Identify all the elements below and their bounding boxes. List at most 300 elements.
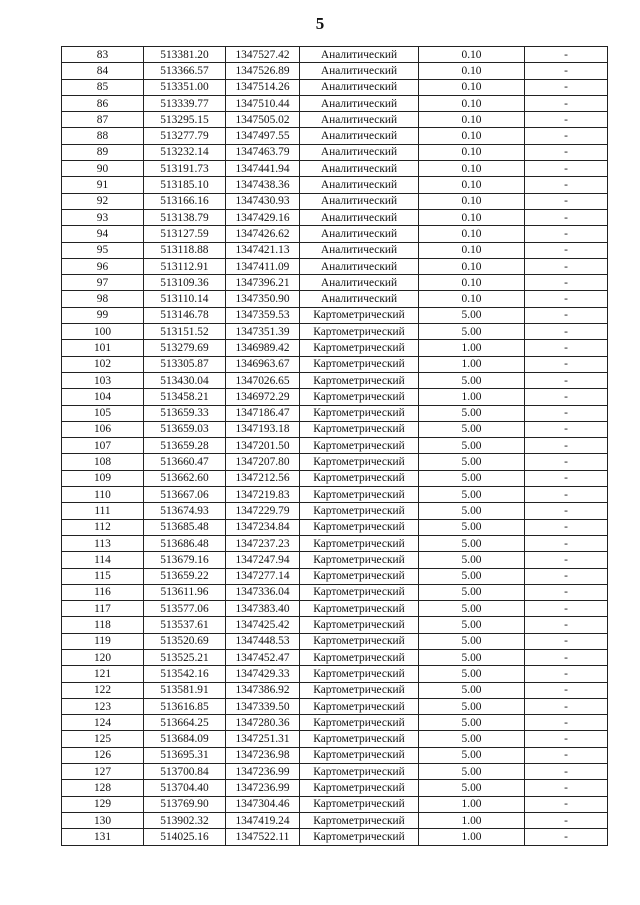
note-cell: - [525,552,608,568]
method-cell: Картометрический [300,780,419,796]
y-coordinate-cell: 1347277.14 [226,568,300,584]
point-number-cell: 88 [62,128,144,144]
method-cell: Картометрический [300,470,419,486]
method-cell: Картометрический [300,421,419,437]
point-number-cell: 84 [62,63,144,79]
y-coordinate-cell: 1347426.62 [226,226,300,242]
accuracy-cell: 5.00 [419,633,525,649]
note-cell: - [525,389,608,405]
accuracy-cell: 5.00 [419,503,525,519]
accuracy-cell: 0.10 [419,112,525,128]
note-cell: - [525,275,608,291]
point-number-cell: 131 [62,829,144,845]
note-cell: - [525,340,608,356]
method-cell: Картометрический [300,438,419,454]
y-coordinate-cell: 1347526.89 [226,63,300,79]
accuracy-cell: 0.10 [419,193,525,209]
table-row [62,209,608,225]
x-coordinate-cell: 513185.10 [144,177,226,193]
x-coordinate-cell: 513659.28 [144,438,226,454]
x-coordinate-cell: 513662.60 [144,470,226,486]
note-cell: - [525,454,608,470]
point-number-cell: 96 [62,258,144,274]
x-coordinate-cell: 513577.06 [144,601,226,617]
x-coordinate-cell: 513305.87 [144,356,226,372]
point-number-cell: 83 [62,47,144,63]
x-coordinate-cell: 513381.20 [144,47,226,63]
y-coordinate-cell: 1347497.55 [226,128,300,144]
x-coordinate-cell: 513611.96 [144,584,226,600]
x-coordinate-cell: 513520.69 [144,633,226,649]
table-row [62,503,608,519]
x-coordinate-cell: 513686.48 [144,535,226,551]
y-coordinate-cell: 1346989.42 [226,340,300,356]
y-coordinate-cell: 1347430.93 [226,193,300,209]
table-row [62,682,608,698]
accuracy-cell: 0.10 [419,95,525,111]
x-coordinate-cell: 513525.21 [144,649,226,665]
note-cell: - [525,796,608,812]
accuracy-cell: 5.00 [419,698,525,714]
accuracy-cell: 5.00 [419,552,525,568]
note-cell: - [525,128,608,144]
y-coordinate-cell: 1347236.99 [226,780,300,796]
method-cell: Аналитический [300,128,419,144]
table-row [62,112,608,128]
table-row [62,79,608,95]
y-coordinate-cell: 1347383.40 [226,601,300,617]
point-number-cell: 90 [62,161,144,177]
accuracy-cell: 0.10 [419,291,525,307]
x-coordinate-cell: 513146.78 [144,307,226,323]
point-number-cell: 115 [62,568,144,584]
method-cell: Аналитический [300,242,419,258]
y-coordinate-cell: 1347421.13 [226,242,300,258]
y-coordinate-cell: 1347411.09 [226,258,300,274]
table-row [62,780,608,796]
x-coordinate-cell: 513458.21 [144,389,226,405]
note-cell: - [525,666,608,682]
accuracy-cell: 5.00 [419,715,525,731]
table-row [62,829,608,845]
x-coordinate-cell: 513232.14 [144,144,226,160]
x-coordinate-cell: 513339.77 [144,95,226,111]
point-number-cell: 85 [62,79,144,95]
y-coordinate-cell: 1347527.42 [226,47,300,63]
x-coordinate-cell: 513660.47 [144,454,226,470]
note-cell: - [525,829,608,845]
y-coordinate-cell: 1347219.83 [226,487,300,503]
method-cell: Картометрический [300,584,419,600]
point-number-cell: 97 [62,275,144,291]
table-row [62,438,608,454]
y-coordinate-cell: 1347452.47 [226,649,300,665]
note-cell: - [525,356,608,372]
table-row [62,519,608,535]
x-coordinate-cell: 513616.85 [144,698,226,714]
method-cell: Картометрический [300,812,419,828]
method-cell: Аналитический [300,193,419,209]
y-coordinate-cell: 1347510.44 [226,95,300,111]
x-coordinate-cell: 513581.91 [144,682,226,698]
point-number-cell: 99 [62,307,144,323]
point-number-cell: 98 [62,291,144,307]
y-coordinate-cell: 1347359.53 [226,307,300,323]
table-row [62,747,608,763]
method-cell: Картометрический [300,307,419,323]
y-coordinate-cell: 1347463.79 [226,144,300,160]
y-coordinate-cell: 1347386.92 [226,682,300,698]
note-cell: - [525,503,608,519]
point-number-cell: 120 [62,649,144,665]
point-number-cell: 125 [62,731,144,747]
note-cell: - [525,209,608,225]
table-row [62,356,608,372]
method-cell: Картометрический [300,324,419,340]
accuracy-cell: 0.10 [419,47,525,63]
point-number-cell: 110 [62,487,144,503]
method-cell: Картометрический [300,389,419,405]
note-cell: - [525,682,608,698]
table-row [62,144,608,160]
table-row [62,226,608,242]
note-cell: - [525,633,608,649]
accuracy-cell: 0.10 [419,63,525,79]
accuracy-cell: 5.00 [419,421,525,437]
note-cell: - [525,226,608,242]
x-coordinate-cell: 513704.40 [144,780,226,796]
point-number-cell: 105 [62,405,144,421]
method-cell: Аналитический [300,226,419,242]
table-row [62,324,608,340]
note-cell: - [525,568,608,584]
x-coordinate-cell: 513366.57 [144,63,226,79]
page-number: 5 [315,14,325,33]
method-cell: Аналитический [300,209,419,225]
coordinates-table [61,46,608,846]
x-coordinate-cell: 513138.79 [144,209,226,225]
x-coordinate-cell: 513112.91 [144,258,226,274]
accuracy-cell: 0.10 [419,226,525,242]
method-cell: Картометрический [300,731,419,747]
note-cell: - [525,812,608,828]
method-cell: Аналитический [300,112,419,128]
point-number-cell: 117 [62,601,144,617]
table-row [62,161,608,177]
method-cell: Картометрический [300,519,419,535]
coordinates-table-body [62,47,608,846]
note-cell: - [525,258,608,274]
method-cell: Картометрический [300,405,419,421]
y-coordinate-cell: 1347448.53 [226,633,300,649]
y-coordinate-cell: 1347280.36 [226,715,300,731]
table-row [62,177,608,193]
note-cell: - [525,470,608,486]
point-number-cell: 107 [62,438,144,454]
accuracy-cell: 5.00 [419,682,525,698]
method-cell: Аналитический [300,177,419,193]
point-number-cell: 92 [62,193,144,209]
table-row [62,405,608,421]
y-coordinate-cell: 1346963.67 [226,356,300,372]
x-coordinate-cell: 513191.73 [144,161,226,177]
y-coordinate-cell: 1347251.31 [226,731,300,747]
point-number-cell: 121 [62,666,144,682]
note-cell: - [525,79,608,95]
method-cell: Картометрический [300,535,419,551]
note-cell: - [525,487,608,503]
table-row [62,389,608,405]
accuracy-cell: 5.00 [419,584,525,600]
x-coordinate-cell: 513659.33 [144,405,226,421]
point-number-cell: 100 [62,324,144,340]
x-coordinate-cell: 513679.16 [144,552,226,568]
x-coordinate-cell: 513166.16 [144,193,226,209]
y-coordinate-cell: 1347247.94 [226,552,300,568]
x-coordinate-cell: 513659.22 [144,568,226,584]
x-coordinate-cell: 513674.93 [144,503,226,519]
x-coordinate-cell: 513118.88 [144,242,226,258]
accuracy-cell: 5.00 [419,519,525,535]
table-row [62,193,608,209]
method-cell: Аналитический [300,47,419,63]
y-coordinate-cell: 1347522.11 [226,829,300,845]
method-cell: Картометрический [300,503,419,519]
point-number-cell: 95 [62,242,144,258]
point-number-cell: 86 [62,95,144,111]
point-number-cell: 119 [62,633,144,649]
y-coordinate-cell: 1347234.84 [226,519,300,535]
point-number-cell: 130 [62,812,144,828]
y-coordinate-cell: 1347419.24 [226,812,300,828]
method-cell: Картометрический [300,340,419,356]
point-number-cell: 109 [62,470,144,486]
y-coordinate-cell: 1347441.94 [226,161,300,177]
table-row [62,568,608,584]
table-row [62,666,608,682]
accuracy-cell: 5.00 [419,372,525,388]
x-coordinate-cell: 513295.15 [144,112,226,128]
table-row [62,617,608,633]
table-row [62,731,608,747]
method-cell: Аналитический [300,95,419,111]
table-row [62,584,608,600]
method-cell: Картометрический [300,601,419,617]
x-coordinate-cell: 513351.00 [144,79,226,95]
y-coordinate-cell: 1347207.80 [226,454,300,470]
note-cell: - [525,731,608,747]
note-cell: - [525,715,608,731]
accuracy-cell: 0.10 [419,275,525,291]
x-coordinate-cell: 513110.14 [144,291,226,307]
note-cell: - [525,519,608,535]
table-row [62,649,608,665]
y-coordinate-cell: 1347229.79 [226,503,300,519]
note-cell: - [525,601,608,617]
table-row [62,601,608,617]
y-coordinate-cell: 1347396.21 [226,275,300,291]
point-number-cell: 106 [62,421,144,437]
x-coordinate-cell: 513430.04 [144,372,226,388]
accuracy-cell: 0.10 [419,144,525,160]
table-row [62,535,608,551]
table-row [62,275,608,291]
method-cell: Картометрический [300,617,419,633]
table-row [62,552,608,568]
method-cell: Картометрический [300,372,419,388]
method-cell: Картометрический [300,568,419,584]
note-cell: - [525,63,608,79]
table-row [62,128,608,144]
y-coordinate-cell: 1347351.39 [226,324,300,340]
accuracy-cell: 5.00 [419,601,525,617]
point-number-cell: 113 [62,535,144,551]
method-cell: Аналитический [300,275,419,291]
note-cell: - [525,372,608,388]
accuracy-cell: 5.00 [419,454,525,470]
note-cell: - [525,193,608,209]
table-row [62,487,608,503]
point-number-cell: 114 [62,552,144,568]
note-cell: - [525,242,608,258]
table-row [62,421,608,437]
point-number-cell: 123 [62,698,144,714]
x-coordinate-cell: 513684.09 [144,731,226,747]
note-cell: - [525,780,608,796]
point-number-cell: 122 [62,682,144,698]
accuracy-cell: 0.10 [419,242,525,258]
y-coordinate-cell: 1347212.56 [226,470,300,486]
point-number-cell: 103 [62,372,144,388]
x-coordinate-cell: 513109.36 [144,275,226,291]
method-cell: Аналитический [300,79,419,95]
x-coordinate-cell: 513695.31 [144,747,226,763]
point-number-cell: 108 [62,454,144,470]
x-coordinate-cell: 513700.84 [144,764,226,780]
table-row [62,258,608,274]
accuracy-cell: 0.10 [419,258,525,274]
y-coordinate-cell: 1346972.29 [226,389,300,405]
note-cell: - [525,177,608,193]
y-coordinate-cell: 1347336.04 [226,584,300,600]
method-cell: Картометрический [300,356,419,372]
note-cell: - [525,421,608,437]
accuracy-cell: 5.00 [419,438,525,454]
accuracy-cell: 5.00 [419,649,525,665]
table-row [62,307,608,323]
point-number-cell: 124 [62,715,144,731]
table-row [62,470,608,486]
method-cell: Картометрический [300,682,419,698]
note-cell: - [525,161,608,177]
accuracy-cell: 5.00 [419,487,525,503]
method-cell: Картометрический [300,829,419,845]
x-coordinate-cell: 513685.48 [144,519,226,535]
accuracy-cell: 5.00 [419,666,525,682]
method-cell: Картометрический [300,487,419,503]
point-number-cell: 91 [62,177,144,193]
note-cell: - [525,112,608,128]
y-coordinate-cell: 1347350.90 [226,291,300,307]
method-cell: Аналитический [300,144,419,160]
method-cell: Картометрический [300,747,419,763]
table-row [62,454,608,470]
note-cell: - [525,584,608,600]
accuracy-cell: 0.10 [419,79,525,95]
point-number-cell: 127 [62,764,144,780]
point-number-cell: 111 [62,503,144,519]
point-number-cell: 104 [62,389,144,405]
note-cell: - [525,438,608,454]
note-cell: - [525,405,608,421]
accuracy-cell: 0.10 [419,209,525,225]
method-cell: Картометрический [300,796,419,812]
y-coordinate-cell: 1347193.18 [226,421,300,437]
y-coordinate-cell: 1347236.99 [226,764,300,780]
x-coordinate-cell: 513659.03 [144,421,226,437]
table-row [62,633,608,649]
point-number-cell: 128 [62,780,144,796]
x-coordinate-cell: 513151.52 [144,324,226,340]
point-number-cell: 118 [62,617,144,633]
method-cell: Картометрический [300,715,419,731]
note-cell: - [525,144,608,160]
y-coordinate-cell: 1347186.47 [226,405,300,421]
accuracy-cell: 0.10 [419,177,525,193]
note-cell: - [525,47,608,63]
y-coordinate-cell: 1347236.98 [226,747,300,763]
point-number-cell: 101 [62,340,144,356]
table-row [62,291,608,307]
table-row [62,796,608,812]
y-coordinate-cell: 1347339.50 [226,698,300,714]
point-number-cell: 102 [62,356,144,372]
table-row [62,698,608,714]
table-row [62,63,608,79]
note-cell: - [525,747,608,763]
table-row [62,372,608,388]
point-number-cell: 94 [62,226,144,242]
note-cell: - [525,95,608,111]
method-cell: Аналитический [300,258,419,274]
method-cell: Аналитический [300,161,419,177]
method-cell: Аналитический [300,63,419,79]
point-number-cell: 112 [62,519,144,535]
note-cell: - [525,617,608,633]
y-coordinate-cell: 1347429.33 [226,666,300,682]
y-coordinate-cell: 1347237.23 [226,535,300,551]
point-number-cell: 93 [62,209,144,225]
accuracy-cell: 5.00 [419,324,525,340]
note-cell: - [525,649,608,665]
y-coordinate-cell: 1347514.26 [226,79,300,95]
point-number-cell: 126 [62,747,144,763]
x-coordinate-cell: 513769.90 [144,796,226,812]
x-coordinate-cell: 513667.06 [144,487,226,503]
accuracy-cell: 0.10 [419,161,525,177]
y-coordinate-cell: 1347429.16 [226,209,300,225]
accuracy-cell: 1.00 [419,829,525,845]
note-cell: - [525,307,608,323]
note-cell: - [525,535,608,551]
x-coordinate-cell: 513902.32 [144,812,226,828]
x-coordinate-cell: 513277.79 [144,128,226,144]
method-cell: Картометрический [300,666,419,682]
note-cell: - [525,291,608,307]
y-coordinate-cell: 1347425.42 [226,617,300,633]
method-cell: Картометрический [300,633,419,649]
table-row [62,47,608,63]
